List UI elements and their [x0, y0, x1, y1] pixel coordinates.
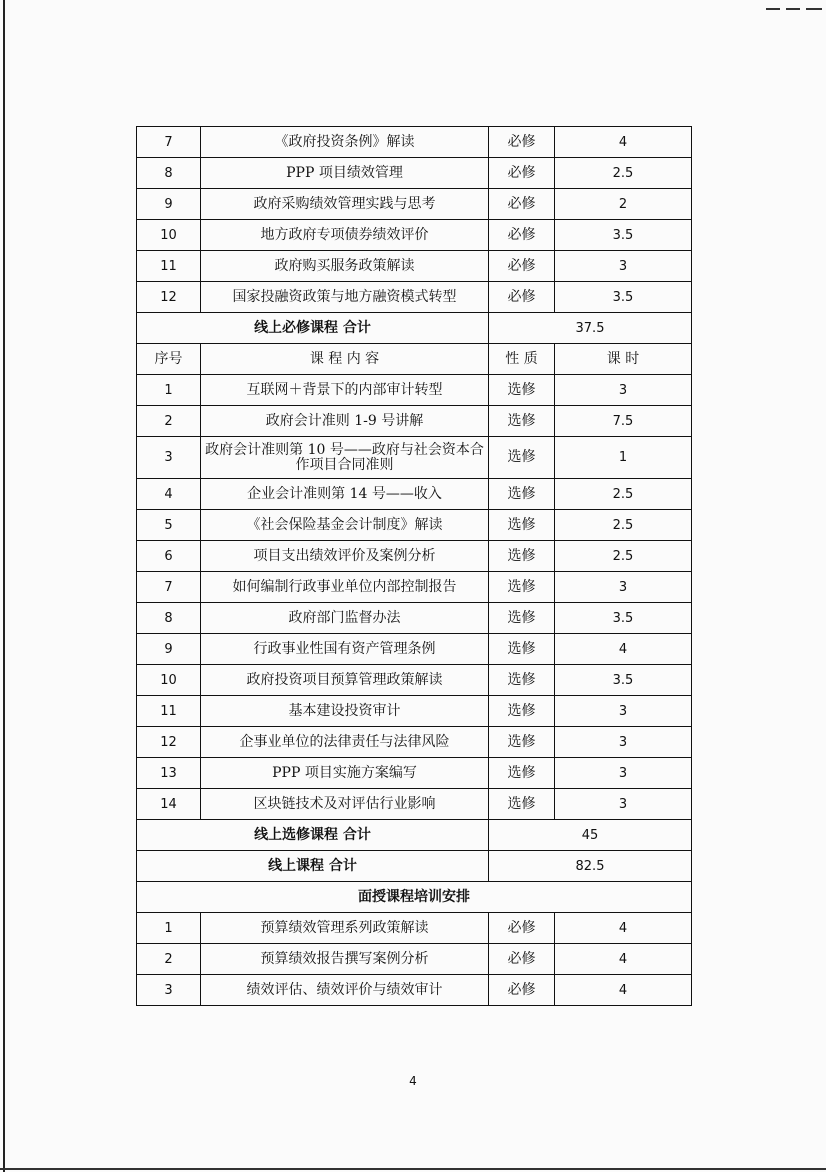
course-hours: 7.5 [555, 406, 692, 437]
header-hours: 课 时 [555, 344, 692, 375]
course-title: PPP 项目绩效管理 [201, 158, 489, 189]
total-value: 82.5 [489, 851, 692, 882]
course-title: 行政事业性国有资产管理条例 [201, 634, 489, 665]
course-hours: 3.5 [555, 282, 692, 313]
course-title: 《政府投资条例》解读 [201, 127, 489, 158]
table-row [137, 603, 692, 634]
elective-total-row [137, 820, 692, 851]
course-hours: 3.5 [555, 665, 692, 696]
scan-edge-left [3, 0, 5, 1172]
course-title: 项目支出绩效评价及案例分析 [201, 541, 489, 572]
offline-section-row [137, 882, 692, 913]
table-row [137, 727, 692, 758]
course-type: 选修 [489, 510, 555, 541]
table-row [137, 127, 692, 158]
table-row [137, 975, 692, 1006]
course-number: 4 [137, 479, 201, 510]
header-type: 性 质 [489, 344, 555, 375]
course-number: 10 [137, 665, 201, 696]
course-title: 如何编制行政事业单位内部控制报告 [201, 572, 489, 603]
course-type: 必修 [489, 220, 555, 251]
table-row [137, 758, 692, 789]
total-value: 45 [489, 820, 692, 851]
course-type: 选修 [489, 665, 555, 696]
table-row [137, 572, 692, 603]
course-title: 基本建设投资审计 [201, 696, 489, 727]
course-number: 1 [137, 375, 201, 406]
page-number: 4 [409, 1074, 417, 1088]
table-row [137, 913, 692, 944]
course-hours: 4 [555, 913, 692, 944]
course-number: 2 [137, 944, 201, 975]
course-hours: 3 [555, 572, 692, 603]
course-title: 政府购买服务政策解读 [201, 251, 489, 282]
course-title: 预算绩效管理系列政策解读 [201, 913, 489, 944]
table-row [137, 158, 692, 189]
table-row [137, 541, 692, 572]
course-number: 2 [137, 406, 201, 437]
course-type: 必修 [489, 158, 555, 189]
course-number: 1 [137, 913, 201, 944]
table-row [137, 789, 692, 820]
table-row [137, 282, 692, 313]
course-hours: 2.5 [555, 541, 692, 572]
total-label: 线上选修课程 合计 [137, 820, 489, 851]
course-title: 政府部门监督办法 [201, 603, 489, 634]
course-title: 预算绩效报告撰写案例分析 [201, 944, 489, 975]
course-title: 企事业单位的法律责任与法律风险 [201, 727, 489, 758]
course-hours: 4 [555, 944, 692, 975]
course-number: 9 [137, 189, 201, 220]
table-row [137, 189, 692, 220]
course-hours: 3 [555, 251, 692, 282]
header-row [137, 344, 692, 375]
course-type: 选修 [489, 789, 555, 820]
course-number: 10 [137, 220, 201, 251]
course-hours: 3 [555, 696, 692, 727]
course-hours: 3 [555, 758, 692, 789]
course-number: 3 [137, 975, 201, 1006]
course-title: 地方政府专项债券绩效评价 [201, 220, 489, 251]
course-number: 7 [137, 127, 201, 158]
table-row [137, 220, 692, 251]
course-hours: 2 [555, 189, 692, 220]
online-total-row [137, 851, 692, 882]
course-type: 必修 [489, 944, 555, 975]
course-type: 必修 [489, 127, 555, 158]
course-hours: 3.5 [555, 220, 692, 251]
total-label: 线上课程 合计 [137, 851, 489, 882]
course-type: 必修 [489, 189, 555, 220]
course-title: 互联网＋背景下的内部审计转型 [201, 375, 489, 406]
course-title: PPP 项目实施方案编写 [201, 758, 489, 789]
course-number: 7 [137, 572, 201, 603]
course-title: 《社会保险基金会计制度》解读 [201, 510, 489, 541]
course-title: 区块链技术及对评估行业影响 [201, 789, 489, 820]
total-value: 37.5 [489, 313, 692, 344]
course-title: 企业会计准则第 14 号——收入 [201, 479, 489, 510]
course-hours: 3 [555, 727, 692, 758]
course-type: 选修 [489, 437, 555, 479]
course-number: 11 [137, 251, 201, 282]
table-row [137, 437, 692, 479]
course-number: 6 [137, 541, 201, 572]
table-row [137, 944, 692, 975]
course-number: 9 [137, 634, 201, 665]
course-number: 5 [137, 510, 201, 541]
course-number: 13 [137, 758, 201, 789]
course-title: 政府投资项目预算管理政策解读 [201, 665, 489, 696]
section-title: 面授课程培训安排 [137, 882, 692, 913]
course-number: 12 [137, 282, 201, 313]
course-type: 选修 [489, 603, 555, 634]
required-total-row [137, 313, 692, 344]
course-type: 选修 [489, 634, 555, 665]
course-number: 8 [137, 603, 201, 634]
course-schedule-table [136, 126, 692, 1006]
scan-mark [806, 8, 822, 10]
course-hours: 2.5 [555, 510, 692, 541]
course-title: 绩效评估、绩效评价与绩效审计 [201, 975, 489, 1006]
course-hours: 4 [555, 975, 692, 1006]
course-hours: 3.5 [555, 603, 692, 634]
table-row [137, 510, 692, 541]
course-type: 必修 [489, 251, 555, 282]
header-content: 课 程 内 容 [201, 344, 489, 375]
course-hours: 2.5 [555, 479, 692, 510]
course-type: 必修 [489, 975, 555, 1006]
course-title: 政府采购绩效管理实践与思考 [201, 189, 489, 220]
scan-mark [786, 8, 800, 10]
course-type: 选修 [489, 727, 555, 758]
course-type: 选修 [489, 758, 555, 789]
table-row [137, 406, 692, 437]
course-number: 3 [137, 437, 201, 479]
course-hours: 2.5 [555, 158, 692, 189]
header-no: 序号 [137, 344, 201, 375]
table-row [137, 375, 692, 406]
course-number: 11 [137, 696, 201, 727]
course-type: 选修 [489, 572, 555, 603]
course-type: 选修 [489, 375, 555, 406]
scan-edge-bottom [0, 1168, 826, 1170]
course-title: 政府会计准则 1-9 号讲解 [201, 406, 489, 437]
course-number: 14 [137, 789, 201, 820]
table-row [137, 479, 692, 510]
course-number: 12 [137, 727, 201, 758]
course-type: 选修 [489, 541, 555, 572]
course-hours: 4 [555, 127, 692, 158]
course-hours: 1 [555, 437, 692, 479]
course-title: 国家投融资政策与地方融资模式转型 [201, 282, 489, 313]
course-type: 必修 [489, 282, 555, 313]
course-type: 选修 [489, 406, 555, 437]
course-type: 必修 [489, 913, 555, 944]
scan-mark [766, 8, 780, 10]
total-label: 线上必修课程 合计 [137, 313, 489, 344]
table-row [137, 696, 692, 727]
course-type: 选修 [489, 696, 555, 727]
course-title: 政府会计准则第 10 号——政府与社会资本合作项目合同准则 [201, 437, 489, 479]
table-row [137, 665, 692, 696]
table-row [137, 251, 692, 282]
course-hours: 4 [555, 634, 692, 665]
course-hours: 3 [555, 375, 692, 406]
course-type: 选修 [489, 479, 555, 510]
course-number: 8 [137, 158, 201, 189]
course-hours: 3 [555, 789, 692, 820]
table-row [137, 634, 692, 665]
